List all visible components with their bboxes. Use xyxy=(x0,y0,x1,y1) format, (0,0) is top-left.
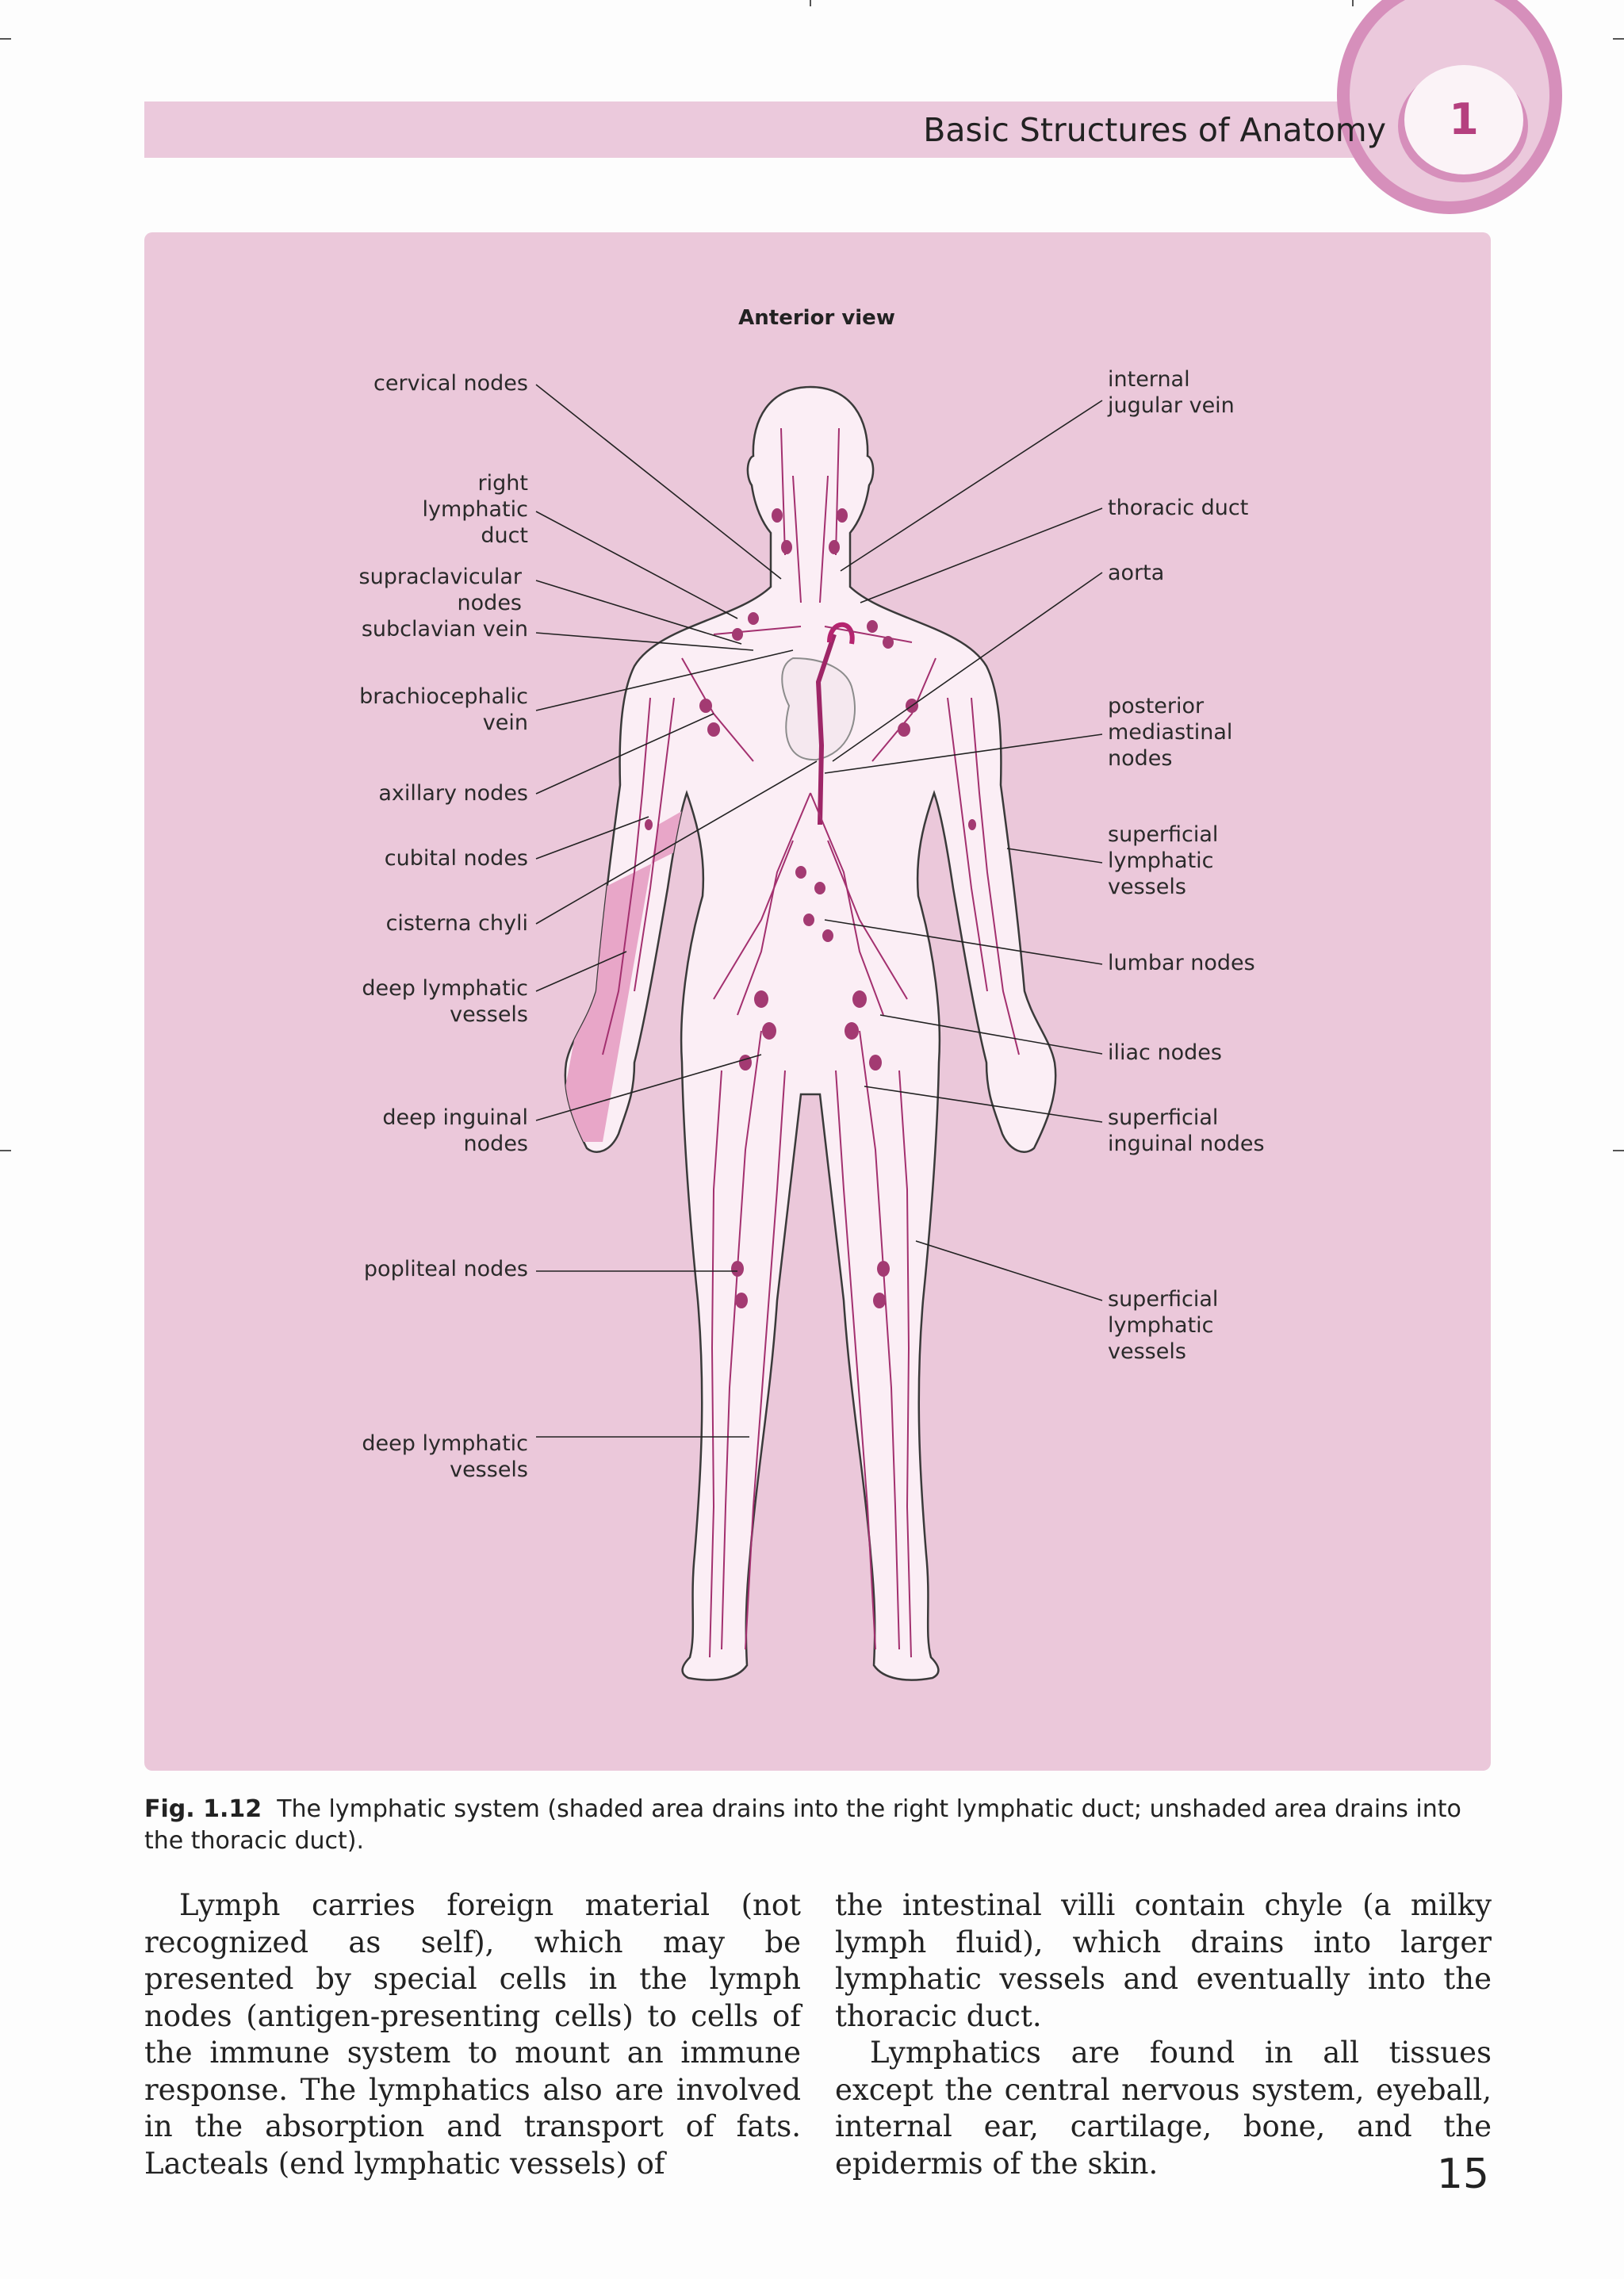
body-paragraph: Lymph carries foreign material (not recognized as self), which may be presented by special cells in the lymph nodes (antigen-presenting cells) to cells of the immune system to mount an immune response. The lymphatics also are involved in the absorption and transport of fats. Lacteals (end lymphatic vessels) of xyxy=(144,1888,801,2181)
label-iliac-nodes: iliac nodes xyxy=(1108,1040,1222,1065)
label-cubital-nodes: cubital nodes xyxy=(384,846,528,871)
body-column-left xyxy=(144,1887,801,2182)
label-subclavian-vein: subclavian vein xyxy=(361,617,528,642)
label-posterior-mediastinal-nodes: posterior mediastinal nodes xyxy=(1108,694,1233,771)
figure-caption-label: Fig. 1.12 xyxy=(144,1795,262,1823)
label-right-lymphatic-duct: right lymphatic duct xyxy=(422,471,528,548)
label-superficial-lymphatic-vessels-leg: superficial lymphatic vessels xyxy=(1108,1287,1219,1364)
label-internal-jugular-vein: internal jugular vein xyxy=(1108,367,1235,418)
page-number: 15 xyxy=(1436,2151,1489,2198)
body-column-right xyxy=(835,1887,1492,2182)
figure-caption xyxy=(144,1794,1492,1857)
body-paragraph: the intestinal villi contain chyle (a milky lymph fluid), which drains into larger lymphatic vessels and eventually into the thoracic duct. xyxy=(835,1888,1492,2033)
body-silhouette xyxy=(565,387,1055,1680)
label-lumbar-nodes: lumbar nodes xyxy=(1108,951,1255,975)
label-brachiocephalic-vein: brachiocephalic vein xyxy=(359,684,528,735)
label-thoracic-duct: thoracic duct xyxy=(1108,496,1249,520)
label-cervical-nodes: cervical nodes xyxy=(373,371,528,396)
label-axillary-nodes: axillary nodes xyxy=(378,781,528,806)
body-paragraph: Lymphatics are found in all tissues except the central nervous system, eyeball, internal ear, cartilage, bone, and the epidermis of the skin. xyxy=(835,2036,1492,2181)
label-superficial-lymphatic-vessels-arm: superficial lymphatic vessels xyxy=(1108,822,1219,899)
label-supraclavicular-nodes: supraclavicular nodes xyxy=(358,565,522,615)
chapter-title: Basic Structures of Anatomy xyxy=(923,111,1386,149)
label-cisterna-chyli: cisterna chyli xyxy=(385,911,528,936)
chapter-number: 1 xyxy=(1449,94,1479,144)
label-deep-inguinal-nodes: deep inguinal nodes xyxy=(382,1105,528,1156)
figure-view-title: Anterior view xyxy=(738,306,895,330)
label-deep-lymphatic-vessels-arm: deep lymphatic vessels xyxy=(362,976,528,1027)
label-deep-lymphatic-vessels-leg: deep lymphatic vessels xyxy=(362,1431,528,1482)
label-aorta: aorta xyxy=(1108,561,1165,585)
label-popliteal-nodes: popliteal nodes xyxy=(363,1257,528,1281)
figure-caption-text: The lymphatic system (shaded area drains into the right lymphatic duct; unshaded area drains into the thoracic duct). xyxy=(144,1795,1461,1855)
label-superficial-inguinal-nodes: superficial inguinal nodes xyxy=(1108,1105,1265,1156)
